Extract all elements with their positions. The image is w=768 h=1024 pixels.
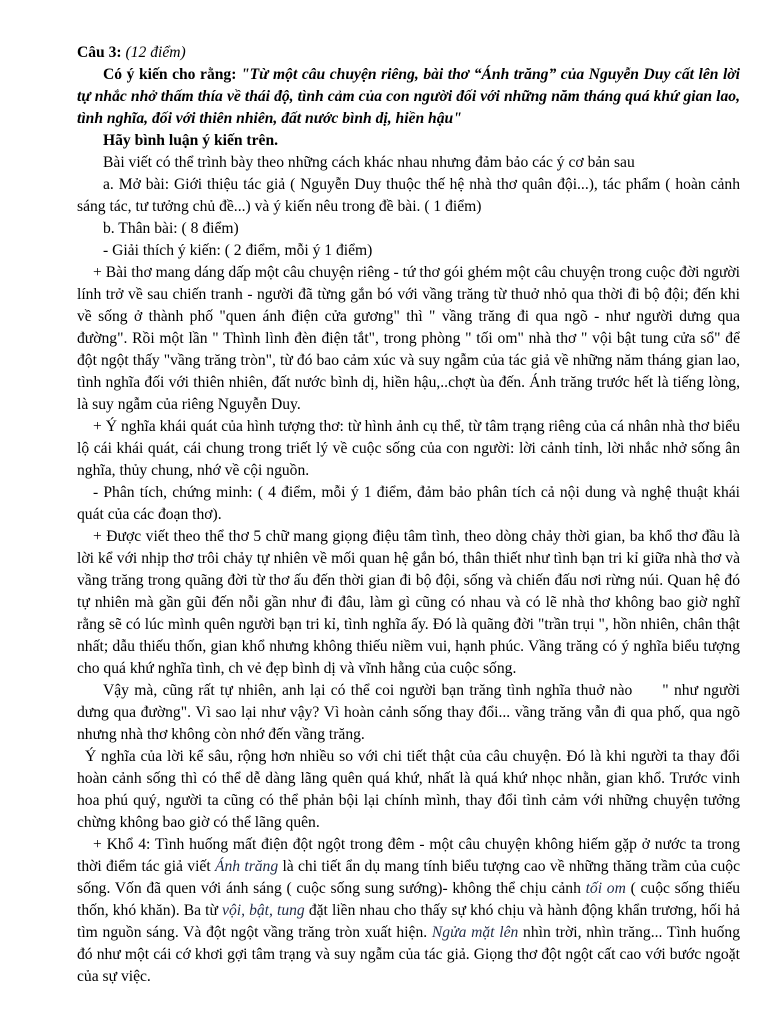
answer-opening: a. Mở bài: Giới thiệu tác giả ( Nguyễn Duy thuộc thế hệ nhà thơ quân đội...), tác phẩm ( hoàn cảnh sáng tác, tư tưởng chủ đề...) và ý kiến nêu trong đề bài. ( 1 điểm) (77, 176, 740, 215)
question-points: (12 điểm) (125, 44, 186, 61)
stanza4-quote-1: Ánh trăng (214, 858, 279, 875)
answer-body-heading: b. Thân bài: ( 8 điểm) (103, 220, 239, 237)
answer-intro: Bài viết có thể trình bày theo những cách khác nhau nhưng đảm bảo các ý cơ bản sau (103, 154, 635, 171)
stanza4-quote-4: Ngửa mặt lên (431, 924, 519, 941)
question-label: Câu 3: (77, 44, 122, 61)
answer-explain-point-2: + Ý nghĩa khái quát của hình tượng thơ: từ hình ảnh cụ thể, từ tâm trạng riêng của cá nhân nhà thơ biểu lộ cái khái quát, cái chung trong triết lý về cuộc sống của con người: lời cảnh tỉnh, lời nhắc nhở sống ân nghĩa, thủy chung, nhớ về cội nguồn. (77, 418, 740, 479)
question-intro: Có ý kiến cho rằng: (103, 66, 241, 83)
analysis-text-part-1: Vậy mà, cũng rất tự nhiên, anh lại có thể coi người bạn trăng tình nghĩa thuở nào (103, 682, 633, 699)
stanza4-text-2: là chi tiết ẩn dụ mang tính biểu tượng cao về những thăng trầm của cuộc sống. Vốn đã quen với ánh sáng ( cuộc sống sung sướng)- không thể chịu cảnh (77, 858, 740, 897)
answer-explain-heading: - Giải thích ý kiến: ( 2 điểm, mỗi ý 1 điểm) (103, 242, 373, 259)
answer-analysis-point-3 (77, 746, 740, 834)
stanza4-text-5: nhìn trời, nhìn trăng... Tình huống đó như một cái cớ khơi gợi tâm trạng và suy ngẫm của tác giả. Giọng thơ đột ngột cất cao với bước ngoặt của sự việc. (77, 924, 740, 985)
question-statement (77, 64, 740, 130)
stanza4-text-1: + Khổ 4: Tình huống mất điện đột ngột trong đêm - một câu chuyện không hiếm gặp ở nước ta trong thời điểm tác giả viết (77, 836, 740, 875)
stanza4-text-4: đặt liền nhau cho thấy sự khó chịu và hành động khẩn trương, hối hả tìm nguồn sáng. Và đột ngột vầng trăng tròn xuất hiện. (77, 902, 741, 941)
analysis-meaning-text: Ý nghĩa của lời kể sâu, rộng hơn nhiều so với chi tiết thật của câu chuyện. Đó là khi người ta thay đổi hoàn cảnh sống thì có thể dễ dàng lãng quên quá khứ, nhất là quá khứ nhọc nhằn, gian khổ. Trước vinh hoa phú quý, người ta cũng có thể phản bội lại chính mình, thay đổi tình cảm với những chuyện tưởng chừng không bao giờ có thể lãng quên. (77, 748, 740, 831)
answer-analysis-heading: - Phân tích, chứng minh: ( 4 điểm, mỗi ý 1 điểm, đảm bảo phân tích cả nội dung và nghệ thuật khái quát của các đoạn thơ). (77, 484, 740, 523)
question-heading (77, 42, 740, 64)
stanza4-quote-2: tối om (585, 880, 626, 897)
stanza4-quote-3: vội, bật, tung (222, 902, 305, 919)
answer-explain-point-1: + Bài thơ mang dáng dấp một câu chuyện riêng - tứ thơ gói ghém một câu chuyện trong cuộc đời người lính trở về sau chiến tranh - người đã từng gắn bó với vầng trăng từ thuở nhỏ qua thời đi bộ đội; đến khi về sống ở thành phố "quen ánh điện cửa gương" thì " vầng trăng đi qua ngõ - như người dưng qua đường". Rồi một lần " Thình lình đèn điện tắt", trong phòng " tối om" nhà thơ " vội bật tung cửa sổ" để đột ngột thấy "vầng trăng tròn", từ đó bao cảm xúc và suy ngẫm của tác giả về những năm tháng gian lao, tình nghĩa đối với thiên nhiên, đất nước bình dị, hiền hậu,..chợt ùa đến. Ánh trăng trước hết là tiếng lòng, là suy ngẫm của riêng Nguyễn Duy. (77, 264, 740, 413)
question-task: Hãy bình luận ý kiến trên. (103, 132, 279, 149)
question-quote: "Từ một câu chuyện riêng, bài thơ “Ánh trăng” của Nguyễn Duy cất lên lời tự nhắc nhở thấm thía về thái độ, tình cảm của con người đối với những năm tháng quá khứ gian lao, tình nghĩa, đối với thiên nhiên, đất nước bình dị, hiền hậu" (77, 66, 741, 127)
answer-analysis-point-1: + Được viết theo thể thơ 5 chữ mang giọng điệu tâm tình, theo dòng chảy thời gian, ba khổ thơ đầu là lời kể với nhịp thơ trôi chảy tự nhiên về mối quan hệ gắn bó, thân thiết như tình bạn tri kỉ giữa nhà thơ và vầng trăng trong quãng đời từ thơ ấu đến thời gian đi bộ đội, sống và chiến đấu nơi rừng núi. Quan hệ đó tự nhiên mà gần gũi đến nỗi gần như đi đâu, làm gì cũng có nhau và có lẽ nhà thơ không bao giờ nghĩ rằng sẽ có lúc mình quên người bạn tri kỉ, tình nghĩa ấy. Đó là quãng đời "trần trụi ", hồn nhiên, chân thật nhất; dẫu thiếu thốn, gian khổ nhưng không thiếu niềm vui, hạnh phúc. Vầng trăng có ý nghĩa biểu tượng cho quá khứ nghĩa tình, ch vẻ đẹp bình dị và vĩnh hằng của cuộc sống. (77, 528, 740, 677)
answer-analysis-point-4 (77, 834, 740, 988)
stanza4-text-3: ( cuộc sống thiếu thốn, khó khăn). Ba từ (77, 880, 740, 919)
answer-analysis-point-2 (77, 680, 740, 746)
analysis-text-part-2: " như người dưng qua đường". Vì sao lại như vậy? Vì hoàn cảnh sống thay đổi... vầng trăng vẫn đi qua phố, qua ngõ nhưng nhà thơ không còn nhớ đến vầng trăng. (77, 682, 740, 743)
